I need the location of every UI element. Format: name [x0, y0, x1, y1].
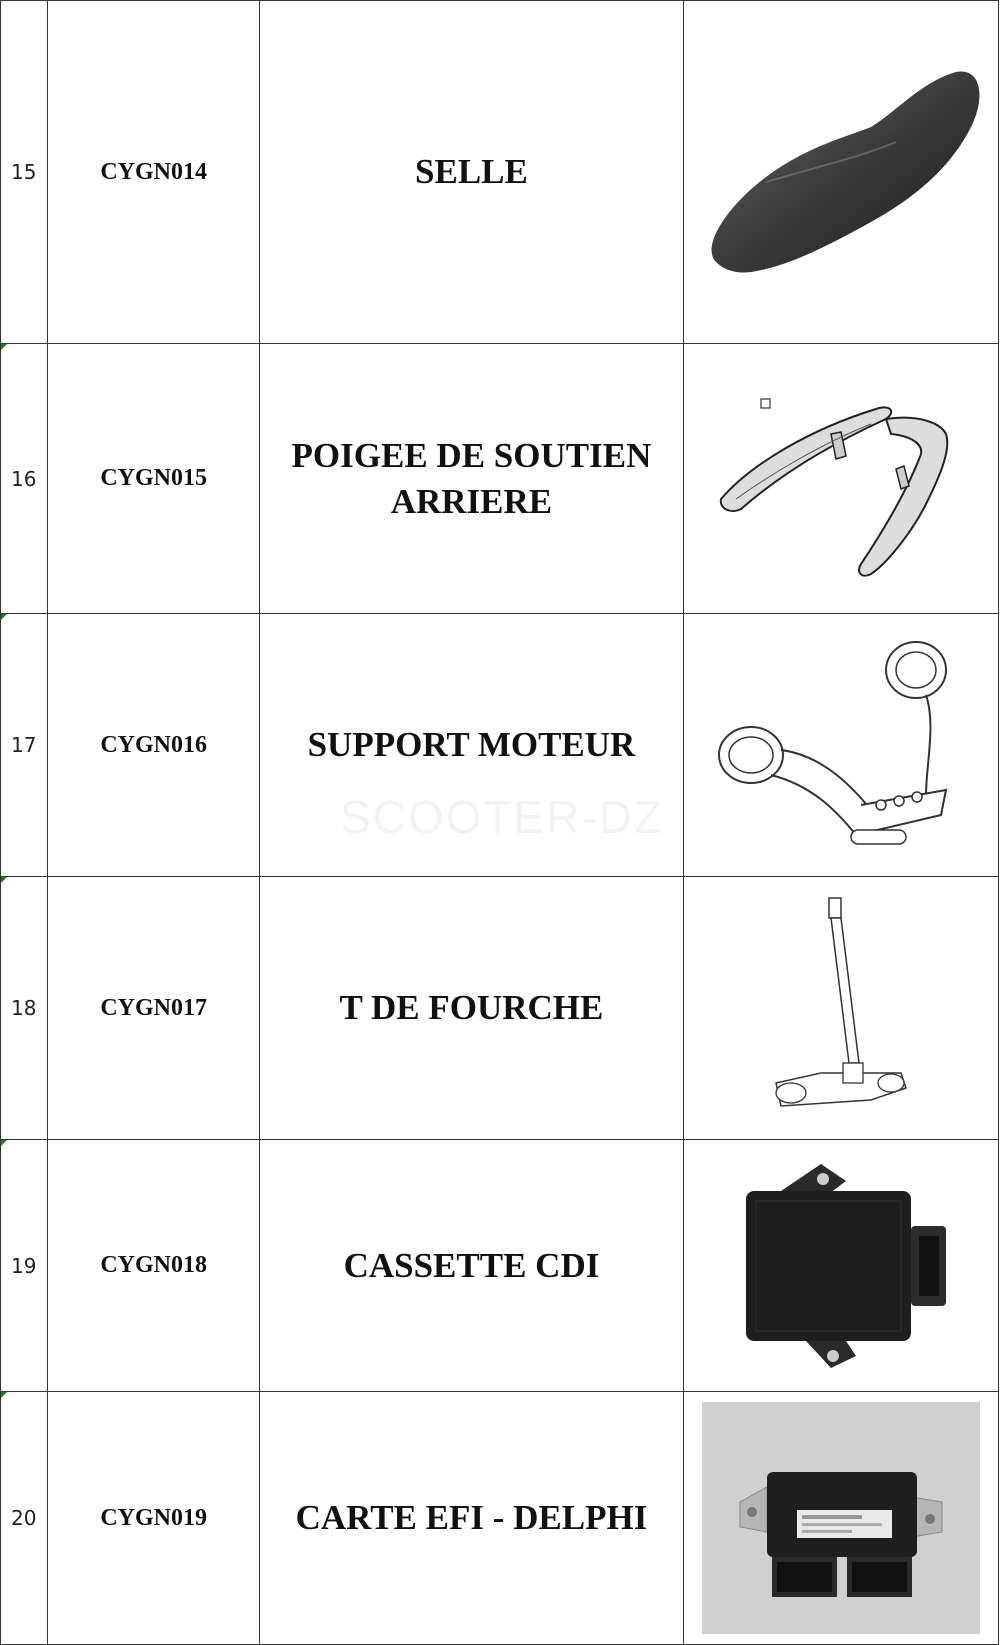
part-code-cell: CYGN019 [48, 1392, 260, 1645]
rear-grab-handle-icon [711, 374, 971, 584]
part-name-cell: POIGEE DE SOUTIEN ARRIERE [260, 344, 683, 614]
part-image-cell [683, 1, 998, 344]
part-image-cell [683, 614, 998, 877]
part-name-cell: CASSETTE CDI [260, 1140, 683, 1392]
part-code-cell: CYGN016 [48, 614, 260, 877]
fork-triple-clamp-icon [761, 888, 921, 1128]
part-name-cell: SUPPORT MOTEUR [260, 614, 683, 877]
row-number-cell: 17 [1, 614, 48, 877]
engine-mount-icon [711, 635, 971, 855]
row-number-cell: 16 [1, 344, 48, 614]
part-code-cell: CYGN017 [48, 877, 260, 1140]
table-row [1, 1392, 999, 1645]
part-name-cell: T DE FOURCHE [260, 877, 683, 1140]
part-image-cell [683, 1140, 998, 1392]
part-code-cell: CYGN015 [48, 344, 260, 614]
part-name-cell: CARTE EFI - DELPHI [260, 1392, 683, 1645]
row-number-cell: 19 [1, 1140, 48, 1392]
part-image-cell [683, 1392, 998, 1645]
row-number-cell: 20 [1, 1392, 48, 1645]
table-row [1, 1, 999, 344]
part-image-cell [683, 344, 998, 614]
table-row [1, 877, 999, 1140]
part-name-cell: SELLE [260, 1, 683, 344]
part-code-cell: CYGN018 [48, 1140, 260, 1392]
seat-icon [696, 57, 986, 287]
efi-ecu-icon [702, 1402, 980, 1634]
cdi-box-icon [726, 1156, 956, 1376]
part-image-cell [683, 877, 998, 1140]
row-number-cell: 18 [1, 877, 48, 1140]
table-row [1, 1140, 999, 1392]
table-row [1, 344, 999, 614]
part-code-cell: CYGN014 [48, 1, 260, 344]
watermark: SCOOTER-DZ [340, 791, 665, 843]
row-number-cell: 15 [1, 1, 48, 344]
